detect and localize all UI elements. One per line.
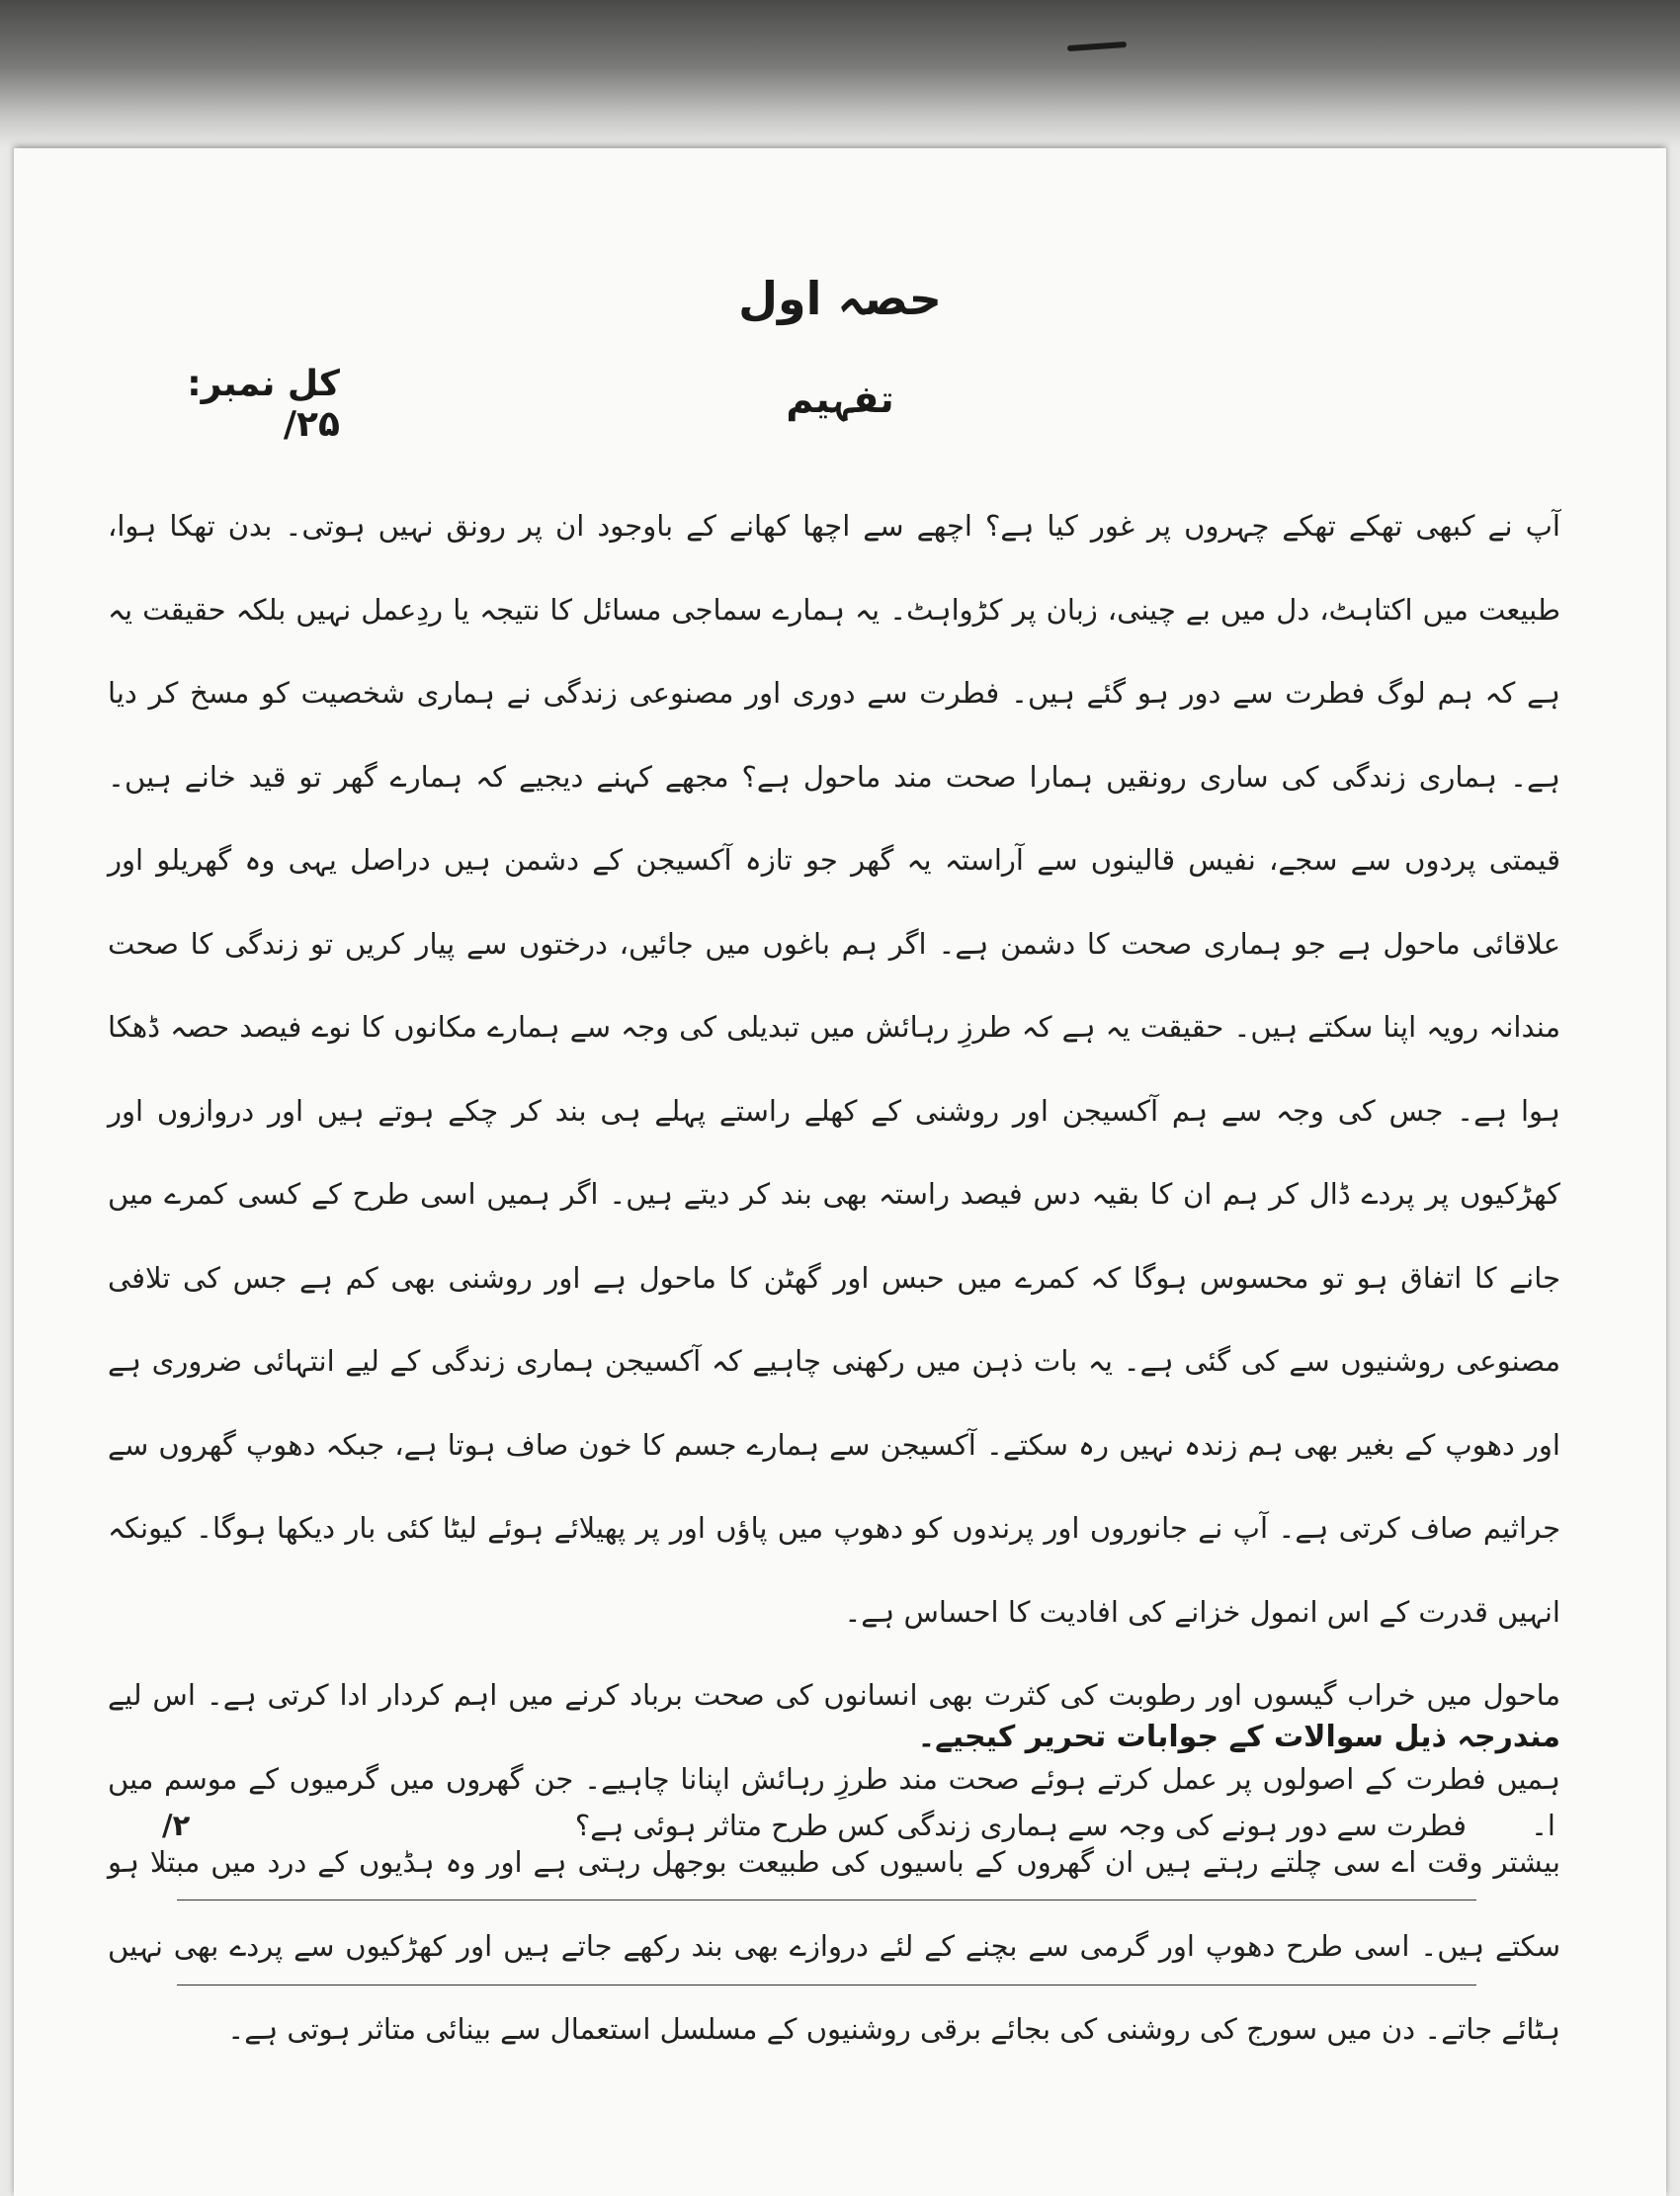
question-marks: ۲/ bbox=[162, 1809, 191, 1842]
section-subheading: تفہیم bbox=[786, 378, 894, 421]
exam-page bbox=[14, 148, 1666, 2196]
questions-instruction: مندرجہ ذیل سوالات کے جوابات تحریر کیجیے۔ bbox=[917, 1720, 1560, 1754]
question-text: فطرت سے دور ہونے کی وجہ سے ہماری زندگی کس طرح متاثر ہوئی ہے؟ bbox=[574, 1809, 1467, 1842]
passage-paragraph-2: ماحول میں خراب گیسوں اور رطوبت کی کثرت بھی انسانوں کی صحت برباد کرنے میں اہم کردار ادا کرتی ہے۔ اس لیے ہمیں فطرت کے اصولوں پر عمل کرتے ہوئے صحت مند طرزِ رہائش اپنانا چاہیے۔ جن گھروں میں گرمیوں کے موسم میں بیشتر وقت اے سی چلتے رہتے ہیں ان گھروں کے باسیوں کی طبیعت بوجھل رہتی ہے اور وہ ہڈیوں کے درد میں مبتلا ہو سکتے ہیں۔ اسی طرح دھوپ اور گرمی سے بچنے کے لئے دروازے بھی بند رکھے جاتے ہیں اور کھڑکیوں سے پردے بھی نہیں ہٹائے جاتے۔ دن میں سورج کی روشنی کی بجائے برقی روشنیوں کے مسلسل استعمال سے بینائی متاثر ہوتی ہے۔ bbox=[108, 1678, 1560, 2046]
section-heading: حصہ اول bbox=[738, 272, 942, 325]
total-marks: کل نمبر: ۲۵/ bbox=[187, 364, 340, 445]
question-number: ا۔ bbox=[1530, 1809, 1555, 1842]
passage-paragraph-1: آپ نے کبھی تھکے تھکے چہروں پر غور کیا ہے؟ اچھے سے اچھا کھانے کے باوجود ان پر رونق نہیں ہوتی۔ بدن تھکا ہوا، طبیعت میں اکتاہٹ، دل میں بے چینی، زبان پر کڑواہٹ۔ یہ ہمارے سماجی مسائل کا نتیجہ یا ردِعمل نہیں بلکہ حقیقت یہ ہے کہ ہم لوگ فطرت سے دور ہو گئے ہیں۔ فطرت سے دوری اور مصنوعی زندگی نے ہماری شخصیت کو مسخ کر دیا ہے۔ ہماری زندگی کی ساری رونقیں ہمارا صحت مند ماحول ہے؟ مجھے کہنے دیجیے کہ ہمارے گھر تو قید خانے ہیں۔ قیمتی پردوں سے سجے، نفیس قالینوں سے آراستہ یہ گھر جو تازہ آکسیجن کے دشمن ہیں دراصل یہی وہ گھریلو اور علاقائی ماحول ہے جو ہماری صحت کا دشمن ہے۔ اگر ہم باغوں میں جائیں، درختوں سے پیار کریں تو زندگی کا صحت مندانہ رویہ اپنا سکتے ہیں۔ حقیقت یہ ہے کہ طرزِ رہائش میں تبدیلی کی وجہ سے ہمارے مکانوں کا نوے فیصد حصہ ڈھکا ہوا ہے۔ جس کی وجہ سے ہم آکسیجن اور روشنی کے کھلے راستے پہلے ہی بند کر چکے ہوتے ہیں اور دروازوں اور کھڑکیوں پر پردے ڈال کر ہم ان کا بقیہ دس فیصد راستہ بھی بند کر دیتے ہیں۔ اگر ہمیں اسی طرح کے کسی کمرے میں جانے کا اتفاق ہو تو محسوس ہوگا کہ کمرے میں حبس اور گھٹن کا ماحول ہے اور روشنی بھی کم ہے جس کی تلافی مصنوعی روشنیوں سے کی گئی ہے۔ یہ بات ذہن میں رکھنی چاہیے کہ آکسیجن ہماری زندگی کے لیے انتہائی ضروری ہے اور دھوپ کے بغیر بھی ہم زندہ نہیں رہ سکتے۔ آکسیجن سے ہمارے جسم کا خون صاف ہوتا ہے، جبکہ دھوپ گھروں سے جراثیم صاف کرتی ہے۔ آپ نے جانوروں اور پرندوں کو دھوپ میں پاؤں اور پر پھیلائے ہوئے لیٹا کئی بار دیکھا ہوگا۔ کیونکہ انہیں قدرت کے اس انمول خزانے کی افادیت کا احساس ہے۔ bbox=[108, 509, 1560, 1629]
scan-top-shadow bbox=[0, 0, 1680, 148]
question-1 bbox=[162, 1809, 1555, 1858]
